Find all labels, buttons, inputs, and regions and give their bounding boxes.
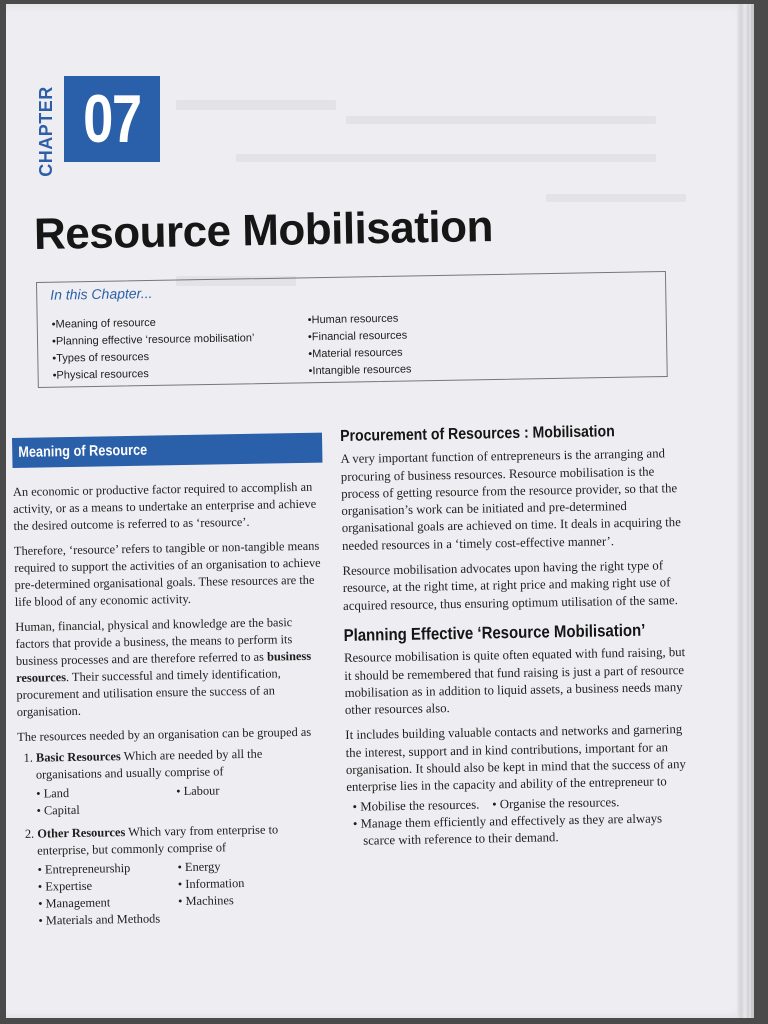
paragraph: Resource mobilisation is quite often equated with fund raising, but it should be remembered that fund raising is just a part of resource mobilisation as in addition to liquid assets, a business needs many other resources also. <box>343 645 686 718</box>
list-item: • Expertise <box>38 876 178 895</box>
show-through-mark <box>546 194 686 202</box>
list-item: • Capital <box>36 800 176 819</box>
show-through-mark <box>176 100 336 110</box>
chapter-label: CHAPTER <box>35 85 56 177</box>
page-edge <box>737 4 749 1018</box>
other-resources-list <box>19 856 332 929</box>
paragraph: Therefore, ‘resource’ refers to tangible or non-tangible means required to support the activities of an organisation to achieve pre-determined organisational goals. These resources are the life blood of any economic activity. <box>13 538 321 609</box>
list-item: • Information <box>178 874 318 893</box>
topic-item: • Financial resources <box>308 327 411 346</box>
show-through-mark <box>346 116 656 124</box>
list-item: • Machines <box>178 891 318 910</box>
chapter-number-badge <box>64 76 160 162</box>
chapter-number: 07 <box>83 81 141 157</box>
chapter-title: Resource Mobilisation <box>33 201 494 259</box>
paragraph: A very important function of entrepreneurs is the arranging and procuring of business resources. Resource mobilisation is the process of getting resource from the resource provider, so that the organisation’s work can be initiated and pre-determined organisational goals are achieved on time. It deals in acquiring the needed resources in a ‘timely cost-effective manner’. <box>340 446 681 553</box>
chapter-topics-right <box>308 310 412 380</box>
numbered-item: 2. Other Resources Which vary from enterprise to enterprise, but commonly comprise of <box>24 822 279 858</box>
topic-item: • Types of resources <box>52 347 255 368</box>
list-item: • Land <box>36 783 176 802</box>
left-column <box>12 433 333 936</box>
chapter-topics-left <box>52 313 256 385</box>
topic-item: • Planning effective ‘resource mobilisation’ <box>52 330 255 351</box>
list-item: • Labour <box>176 781 316 800</box>
in-this-chapter-box <box>36 271 668 388</box>
paragraph: The resources needed by an organisation can be grouped as <box>17 724 312 744</box>
numbered-item: 1. Basic Resources Which are needed by all the organisations and usually comprise of <box>23 746 263 782</box>
topic-item: • Physical resources <box>52 364 255 385</box>
paragraph: Resource mobilisation advocates upon having the right type of resource, at the right time, at right price and making right use of acquired resource, thus ensuring optimum utilisation of the same. <box>342 558 678 613</box>
paragraph: It includes building valuable contacts and networks and garnering the interest, support and in kind contributions, important for an organisation. It should also be kept in mind that the success of any enterprise lies in the capacity and ability of the entrepreneur to <box>345 722 686 795</box>
list-item: • Energy <box>177 857 317 876</box>
right-column <box>340 422 697 851</box>
list-item: • Materials and Methods <box>38 908 318 930</box>
in-this-chapter-heading: In this Chapter... <box>47 285 155 303</box>
list-item: • Manage them efficiently and effectively as they are always scarce with reference to their demand. <box>351 810 698 851</box>
topic-item: • Human resources <box>308 310 411 329</box>
topic-item: • Material resources <box>308 344 411 363</box>
planning-heading: Planning Effective ‘Resource Mobilisation’ <box>343 620 646 645</box>
entrepreneur-abilities-list <box>346 792 697 850</box>
topic-item: • Meaning of resource <box>52 313 255 334</box>
basic-resources-list <box>18 781 331 820</box>
topic-item: • Intangible resources <box>308 361 411 380</box>
bold-term: business resources <box>16 648 312 685</box>
list-item: • Entrepreneurship <box>37 859 177 878</box>
paragraph: An economic or productive factor required to accomplish an activity, or as a means to undertake an enterprise and achieve the desired outcome is referred to as ‘resource’. <box>12 479 317 533</box>
meaning-of-resource-heading: Meaning of Resource <box>12 433 322 468</box>
show-through-mark <box>236 154 656 162</box>
list-item: • Management <box>38 893 178 912</box>
book-page <box>6 4 754 1018</box>
procurement-heading: Procurement of Resources : Mobilisation <box>340 423 615 445</box>
paragraph: Human, financial, physical and knowledge are the basic factors that provide a business, the means to perform its business processes and are therefore referred to as business resources. Their successful and timely identification, procurement and utilisation ensure the success of an organisation. <box>15 615 312 719</box>
list-item: • Mobilise the resources. • Organise the resources. <box>350 792 696 815</box>
